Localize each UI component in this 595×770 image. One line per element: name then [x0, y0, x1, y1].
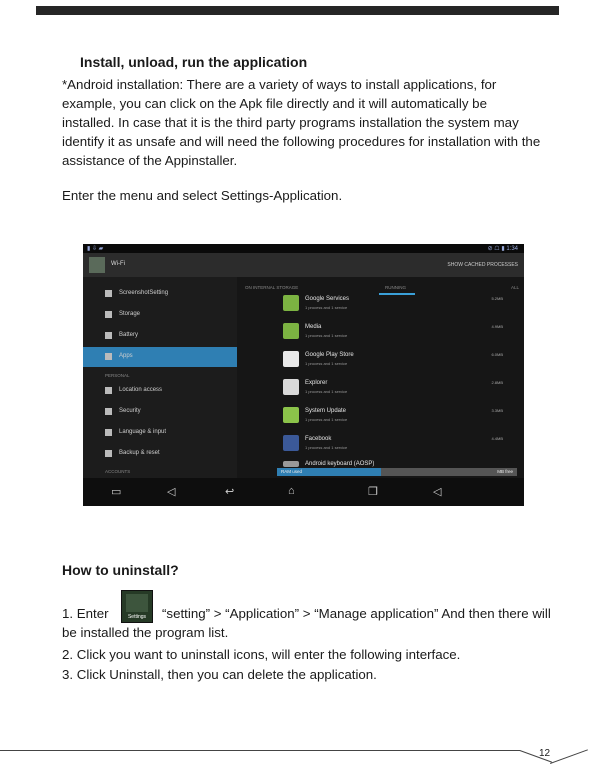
step3-text: 3. Click Uninstall, then you can delete the application. — [62, 667, 377, 682]
app-name: Google Services — [305, 296, 350, 302]
language-icon — [105, 429, 112, 436]
app-name: Facebook — [305, 436, 332, 442]
sidebar-item-label: Backup & reset — [119, 450, 160, 456]
navigation-bar — [83, 478, 524, 506]
status-bar — [83, 244, 524, 253]
app-size: 4.4MB — [491, 436, 503, 441]
screenshot-icon[interactable]: ▭ — [111, 486, 122, 498]
keyboard-icon — [283, 461, 299, 467]
sidebar-item-label: Language & input — [119, 429, 167, 435]
storage-icon — [105, 311, 112, 318]
step1-text: “setting” > “Application” > “Manage application” And then there will be installed the program list. — [62, 606, 551, 640]
system-update-icon — [283, 407, 299, 423]
app-name: Android keyboard (AOSP) — [305, 461, 375, 467]
app-row[interactable] — [277, 293, 517, 317]
lock-icon — [105, 408, 112, 415]
sidebar-item-screenshot[interactable] — [83, 284, 237, 304]
sidebar-item-storage[interactable] — [83, 305, 237, 325]
screenshot-icon — [105, 290, 112, 297]
sidebar-item-battery[interactable] — [83, 326, 237, 346]
app-name: System Update — [305, 408, 347, 414]
app-size: 5.2MB — [491, 296, 503, 301]
app-sub: 1 process and 1 service — [305, 361, 348, 366]
app-size: 3.3MB — [491, 408, 503, 413]
app-sub: 1 process and 1 service — [305, 389, 348, 394]
app-row[interactable] — [277, 433, 517, 457]
page-number: 12 — [539, 748, 551, 759]
volume-up-icon[interactable]: ◁ — [433, 486, 442, 498]
tab-all[interactable]: ALL — [511, 285, 520, 290]
uninstall-heading: How to uninstall? — [62, 562, 179, 578]
android-settings-screenshot — [83, 244, 524, 506]
memory-free-label: MB free — [497, 469, 513, 474]
memory-used-label: RAM used — [281, 469, 303, 474]
action-bar-title: Wi-Fi — [111, 261, 125, 267]
sidebar-item-label: Apps — [119, 353, 133, 359]
app-row[interactable] — [277, 349, 517, 373]
play-store-icon — [283, 351, 299, 367]
footer-line — [0, 750, 520, 751]
running-apps-panel — [237, 277, 524, 478]
volume-down-icon[interactable]: ◁ — [167, 486, 176, 498]
settings-app-icon — [89, 257, 105, 273]
settings-paragraph: Enter the menu and select Settings-Application. — [62, 188, 343, 203]
tab-internal-storage[interactable]: ON INTERNAL STORAGE — [245, 285, 299, 290]
step1-prefix: 1. Enter — [62, 606, 109, 621]
sidebar-item-location[interactable] — [83, 381, 237, 401]
app-row[interactable] — [277, 321, 517, 345]
sidebar-item-label: ScreenshotSetting — [119, 290, 169, 296]
status-left: ▮ ⇩ ▰ — [87, 246, 104, 252]
location-icon — [105, 387, 112, 394]
sidebar-item-language[interactable] — [83, 423, 237, 443]
app-size: 6.0MB — [491, 352, 503, 357]
sidebar-item-security[interactable] — [83, 402, 237, 422]
sidebar-item-label: Storage — [119, 311, 141, 317]
app-row[interactable] — [277, 405, 517, 429]
app-sub: 1 process and 1 service — [305, 445, 348, 450]
app-row[interactable] — [277, 377, 517, 401]
app-size: 4.9MB — [491, 324, 503, 329]
section-personal: PERSONAL — [105, 373, 130, 378]
back-icon[interactable]: ↩ — [225, 486, 235, 498]
section-accounts: ACCOUNTS — [105, 469, 131, 474]
status-right: ⊘ ☖ ▮ 1:34 — [487, 246, 518, 252]
explorer-icon — [283, 379, 299, 395]
sidebar-item-label: Location access — [119, 387, 163, 393]
app-sub: 1 process and 1 service — [305, 417, 348, 422]
battery-icon — [105, 332, 112, 339]
settings-sidebar — [83, 277, 237, 478]
sidebar-item-apps[interactable] — [83, 347, 237, 367]
app-sub: 1 process and 1 service — [305, 333, 348, 338]
app-row[interactable] — [277, 459, 517, 468]
section-heading: Install, unload, run the application — [80, 54, 308, 70]
settings-icon-label: Settings — [127, 614, 147, 620]
facebook-icon — [283, 435, 299, 451]
action-bar — [83, 253, 524, 277]
android-icon — [283, 323, 299, 339]
home-icon[interactable]: ⌂ — [288, 485, 295, 497]
app-size: 2.8MB — [491, 380, 503, 385]
sidebar-item-backup[interactable] — [83, 444, 237, 464]
header-bar — [36, 6, 559, 15]
apps-icon — [105, 353, 112, 360]
memory-bar — [277, 468, 517, 476]
sidebar-item-label: Battery — [119, 332, 139, 338]
show-cached-button[interactable]: SHOW CACHED PROCESSES — [447, 262, 518, 268]
app-name: Media — [305, 324, 322, 330]
sidebar-item-label: Security — [119, 408, 141, 414]
intro-paragraph: *Android installation: There are a variety of ways to install applications, for example, you can click on the Apk file directly and it will automatically be installed. In case that it is the third party programs installation the system may identify it as unsafe and will need the following procedures for installation with the assistance of the Appinstaller. — [62, 77, 541, 168]
app-name: Google Play Store — [305, 352, 354, 358]
footer-slant-up — [550, 749, 588, 764]
app-name: Explorer — [305, 380, 328, 386]
app-tabs — [237, 283, 524, 293]
step2-text: 2. Click you want to uninstall icons, will enter the following interface. — [62, 647, 461, 662]
tab-running[interactable]: RUNNING — [385, 285, 406, 290]
android-icon — [283, 295, 299, 311]
backup-icon — [105, 450, 112, 457]
app-sub: 1 process and 1 service — [305, 305, 348, 310]
recent-apps-icon[interactable]: ❐ — [368, 486, 378, 498]
